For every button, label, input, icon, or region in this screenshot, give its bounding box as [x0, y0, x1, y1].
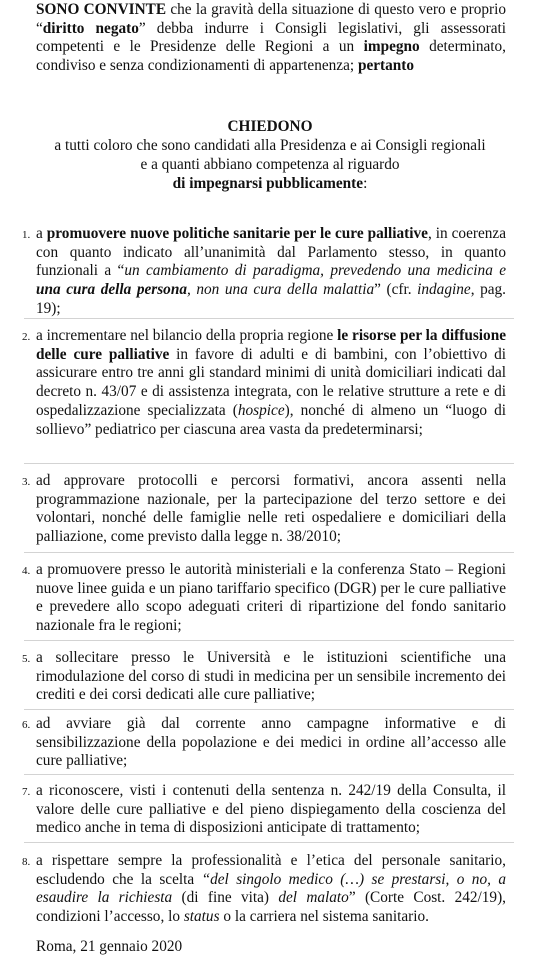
item-emphasis: le risorse per la diffusione delle cure palliative: [36, 327, 506, 363]
intro-emphasis-pertanto: pertanto: [357, 57, 415, 75]
item-text: , in coerenza con quanto indicato all’unanimità dal Parlamento stesso, in quanto funzionali a “: [36, 225, 506, 280]
item-quote: “del singolo medico (…) se prestarsi, o no, a esaudire la richiesta: [36, 870, 506, 907]
request-competence-line: e a quanti abbiano competenza al riguardo: [140, 156, 400, 173]
list-item-text: a sollecitare presso le Università e le istituzioni scientifiche una rimodulazione del corso di studi in medicina per un sensibile incremento dei crediti e dei corsi dedicati alle cure palliative;: [36, 649, 506, 704]
list-item: [22, 782, 506, 838]
list-item-text: [36, 852, 506, 927]
request-commitment-line: [20, 175, 520, 194]
item-text: a incrementare nel bilancio della propria regione: [36, 327, 338, 344]
item-text: ” (Corte Cost. 242/19), condizioni l’accesso, lo: [36, 889, 506, 926]
list-item-number: 1.: [22, 229, 31, 241]
item-text: o la carriera nel sistema sanitario.: [219, 908, 429, 926]
divider: [24, 842, 514, 843]
divider: [24, 709, 514, 710]
list-item: [22, 472, 506, 547]
request-commitment-colon: :: [363, 175, 368, 192]
intro-emphasis-convinte: SONO CONVINTE: [36, 1, 167, 18]
divider: [24, 774, 514, 775]
item-quote: , non una cura della malattia: [187, 281, 375, 299]
intro-emphasis-impegno: impegno: [363, 38, 420, 56]
item-quote-emphasis: una cura della persona: [36, 281, 187, 299]
item-term: status: [183, 908, 220, 926]
item-quote: un cambiamento di paradigma, prevedendo una medicina e: [124, 262, 507, 280]
list-item: [22, 561, 506, 636]
intro-text: determinato, condiviso e senza condizionamenti di appartenenza;: [36, 38, 506, 75]
list-item-number: 7.: [22, 786, 31, 798]
list-item: [22, 715, 506, 771]
divider: [24, 463, 514, 464]
list-item-number: 4.: [22, 565, 31, 577]
list-item-text: a riconoscere, visti i contenuti della sentenza n. 242/19 della Consulta, il valore delle cure palliative e del pieno dispiegamento della coscienza del medico anche in tema di disposizioni anticipate di trattamento;: [36, 782, 506, 837]
request-commitment-text: di impegnarsi pubblicamente: [172, 175, 364, 192]
item-text: , pag. 19);: [36, 281, 506, 317]
list-item-number: 2.: [22, 331, 31, 343]
item-text: (di fine vita): [172, 889, 279, 907]
list-item-number: 3.: [22, 476, 31, 488]
closing-date: Roma, 21 gennaio 2020: [36, 938, 183, 955]
item-text: in favore di adulti e di bambini, con l’obiettivo di assicurare entro tre anni gli standard minimi di unità domiciliari indicati dal decreto n. 43/07 e di assistenza integrata, con le relative strutture a rete e di ospedalizzazione specializzata (: [36, 345, 507, 419]
item-term: hospice: [237, 401, 285, 419]
item-text: ), nonché di almeno un “luogo di sollievo” pediatrico per ciascuna area vasta da predeterminarsi;: [36, 401, 506, 438]
item-quote: del malato: [278, 889, 349, 907]
divider: [24, 318, 514, 319]
list-item-text: a promuovere presso le autorità ministeriali e la conferenza Stato – Regioni nuove linee guida e un piano tariffario specifico (DGR) per le cure palliative e prevedere allo scopo adeguati criteri di ripartizione del fondo sanitario nazionale fra le regioni;: [36, 561, 506, 635]
intro-text: che la gravità della situazione di questo vero e proprio “: [36, 1, 506, 37]
intro-paragraph: [36, 1, 506, 76]
list-item-text: [36, 327, 506, 439]
list-item-text: ad approvare protocolli e percorsi formativi, ancora assenti nella programmazione nazionale, per la partecipazione del terzo settore e dei volontari, nonché delle famiglie nelle reti ospedaliere e domiciliari della palliazione, come previsto dalla legge n. 38/2010;: [36, 472, 506, 546]
item-text: a rispettare sempre la professionalità e l’etica del personale sanitario, escludendo che la scelta: [36, 852, 506, 888]
divider: [24, 640, 514, 641]
list-item-text: ad avviare già dal corrente anno campagne informative e di sensibilizzazione della popolazione e dei medici in ordine all’accesso alle cure palliative;: [36, 715, 506, 770]
list-item-number: 8.: [22, 856, 31, 868]
item-text: ” (cfr.: [374, 281, 418, 299]
list-item: [22, 225, 507, 319]
request-heading: CHIEDONO: [227, 118, 313, 135]
list-item-text: [36, 225, 506, 319]
item-text: a: [36, 225, 47, 242]
intro-emphasis-diritto: diritto negato: [42, 19, 139, 37]
item-emphasis: promuovere nuove politiche sanitarie per le cure palliative: [46, 225, 428, 242]
list-item-number: 5.: [22, 653, 31, 665]
item-reference: indagine: [417, 281, 471, 299]
list-item: [22, 852, 506, 927]
list-item: [22, 649, 506, 705]
request-addressees-line: a tutti coloro che sono candidati alla Presidenza e ai Consigli regionali: [54, 137, 486, 154]
intro-text: ” debba indurre i Consigli legislativi, gli assessorati competenti e le Presidenze delle Regioni a un: [36, 19, 506, 56]
list-item: [22, 327, 507, 439]
list-item-number: 6.: [22, 719, 31, 731]
divider: [24, 552, 514, 553]
